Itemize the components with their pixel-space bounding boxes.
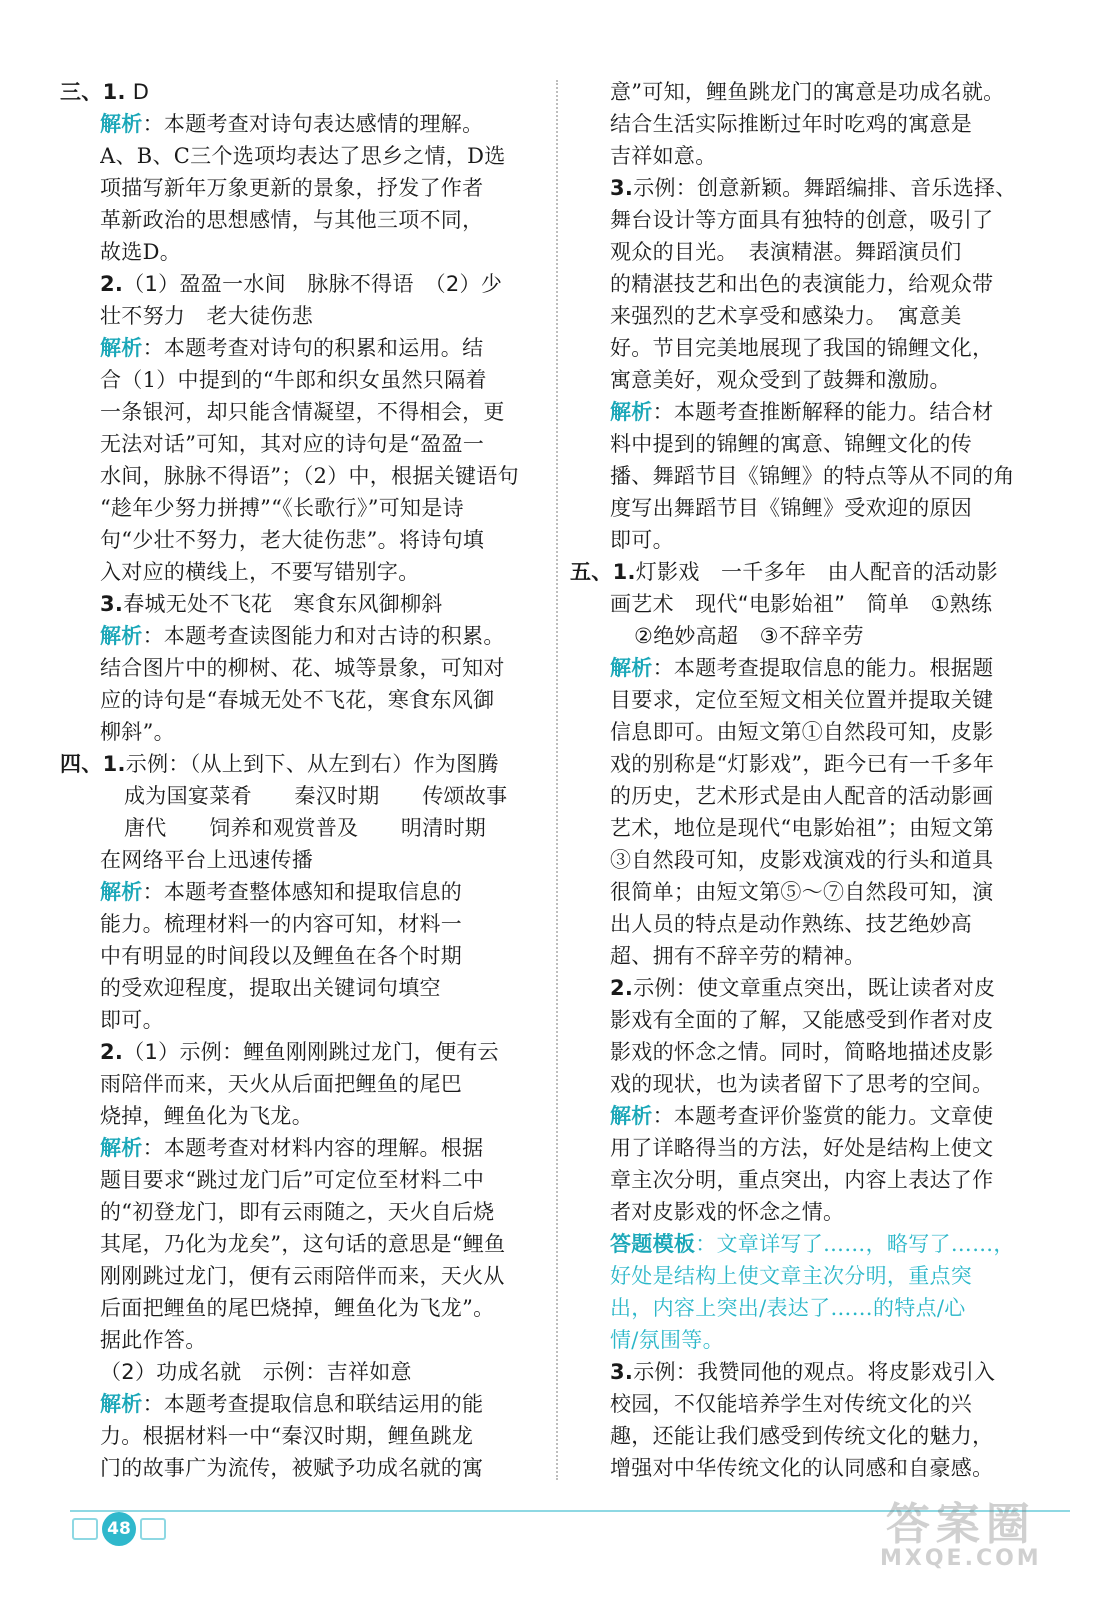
analysis-line	[100, 620, 532, 652]
text-line: 吉祥如意。	[610, 144, 717, 168]
template-label: 答题模板	[610, 1232, 696, 1256]
line-text: ：本题考查整体感知和提取信息的	[142, 880, 463, 904]
answer-line: 寓意美好，观众受到了鼓舞和激励。	[610, 368, 951, 392]
question-number: 2.	[610, 976, 634, 1000]
answer-text: 示例：创意新颖。舞蹈编排、音乐选择、	[633, 176, 1017, 200]
answer-template-line	[610, 1228, 1040, 1260]
watermark	[880, 1488, 1042, 1571]
text-line: 结合图片中的柳树、花、城等景象，可知对	[100, 656, 505, 680]
text-line: 戏的别称是“灯影戏”，距今已有一千多年	[610, 752, 995, 776]
question-line	[610, 972, 1040, 1004]
text-line: 能力。梳理材料一的内容可知，材料一	[100, 912, 463, 936]
left-column	[60, 76, 532, 1484]
question-number: 3.	[610, 1360, 634, 1384]
line-text: ：本题考查读图能力和对古诗的积累。	[142, 624, 505, 648]
text-line: 播、舞蹈节目《锦鲤》的特点等从不同的角	[610, 464, 1015, 488]
text-line: 者对皮影戏的怀念之情。	[610, 1200, 845, 1224]
question-number: 三、1.	[60, 80, 126, 104]
answer-line: 影戏的怀念之情。同时，简略地描述皮影	[610, 1040, 994, 1064]
answer-line: 画艺术 现代“电影始祖” 简单 ①熟练	[610, 592, 993, 616]
text-line: 力。根据材料一中“秦汉时期，鲤鱼跳龙	[100, 1424, 474, 1448]
answer-line: 来强烈的艺术享受和感染力。 寓意美	[610, 304, 962, 328]
answer-line: 在网络平台上迅速传播	[100, 848, 313, 872]
text-line: ③自然段可知，皮影戏演戏的行头和道具	[610, 848, 994, 872]
question-number: 2.	[100, 1040, 124, 1064]
line-text: ：本题考查对材料内容的理解。根据	[142, 1136, 484, 1160]
text-line: 项描写新年万象更新的景象，抒发了作者	[100, 176, 484, 200]
text-line: 的受欢迎程度，提取出关键词句填空	[100, 976, 441, 1000]
answer-text: 示例：我赞同他的观点。将皮影戏引入	[633, 1360, 996, 1384]
analysis-label: 解析	[100, 336, 143, 360]
text-line: 艺术，地位是现代“电影始祖”；由短文第	[610, 816, 995, 840]
analysis-line	[610, 396, 1040, 428]
answer-line: 戏的现状，也为读者留下了思考的空间。	[610, 1072, 994, 1096]
answer-line: 烧掉，鲤鱼化为飞龙。	[100, 1104, 313, 1128]
question-number: 五、1.	[570, 560, 636, 584]
text-line: 柳斜”。	[100, 720, 175, 744]
question-line	[100, 1036, 532, 1068]
text-line: 章主次分明，重点突出，内容上表达了作	[610, 1168, 994, 1192]
text-line: 无法对话”可知，其对应的诗句是“盈盈一	[100, 432, 485, 456]
question-line	[100, 268, 532, 300]
question-line	[60, 76, 532, 108]
analysis-line	[610, 652, 1040, 684]
line-text: ：本题考查评价鉴赏的能力。文章使	[652, 1104, 994, 1128]
answer-line: 好。节目完美地展现了我国的锦鲤文化，	[610, 336, 994, 360]
answer-line: 成为国宴菜肴 秦汉时期 传颂故事	[124, 784, 508, 808]
line-text: ：本题考查对诗句表达感情的理解。	[142, 112, 484, 136]
answer-line: 雨陪伴而来，天火从后面把鲤鱼的尾巴	[100, 1072, 463, 1096]
analysis-label: 解析	[100, 880, 143, 904]
text-line: A、B、C三个选项均表达了思乡之情，D选	[100, 144, 506, 168]
line-text: ：文章详写了……，略写了……，	[695, 1232, 1015, 1256]
analysis-line	[100, 876, 532, 908]
analysis-label: 解析	[100, 112, 143, 136]
answer-text: 灯影戏 一千多年 由人配音的活动影	[635, 560, 998, 584]
page-number-badge	[72, 1512, 166, 1546]
analysis-label: 解析	[100, 624, 143, 648]
answer-line: 增强对中华传统文化的认同感和自豪感。	[610, 1456, 994, 1480]
question-line	[570, 556, 1040, 588]
question-number: 3.	[610, 176, 634, 200]
right-column	[570, 76, 1040, 1484]
page-number: 48	[102, 1512, 136, 1546]
analysis-label: 解析	[610, 656, 653, 680]
answer-line: 的精湛技艺和出色的表演能力，给观众带	[610, 272, 994, 296]
column-divider	[556, 80, 558, 1480]
text-line: 入对应的横线上，不要写错别字。	[100, 560, 420, 584]
text-line: 料中提到的锦鲤的寓意、锦鲤文化的传	[610, 432, 973, 456]
line-text: ：本题考查推断解释的能力。结合材	[652, 400, 994, 424]
text-line: 应的诗句是“春城无处不飞花，寒食东风御	[100, 688, 495, 712]
question-number: 四、1.	[60, 752, 126, 776]
question-line	[100, 588, 532, 620]
answer-line: 趣，还能让我们感受到传统文化的魅力，	[610, 1424, 994, 1448]
answer-text: 示例：（从上到下、从左到右）作为图腾	[125, 752, 499, 776]
template-line: 情/氛围等。	[610, 1328, 724, 1352]
text-line: 刚刚跳过龙门，便有云雨陪伴而来，天火从	[100, 1264, 505, 1288]
answer-text: （1）盈盈一水间 脉脉不得语 （2）少	[123, 272, 503, 296]
answer-line: 舞台设计等方面具有独特的创意，吸引了	[610, 208, 994, 232]
analysis-label: 解析	[610, 1104, 653, 1128]
line-text: ：本题考查提取信息和联结运用的能	[142, 1392, 484, 1416]
answer-text: 春城无处不飞花 寒食东风御柳斜	[123, 592, 443, 616]
text-line: 即可。	[610, 528, 674, 552]
answer-text: （1）示例：鲤鱼刚刚跳过龙门，便有云	[123, 1040, 499, 1064]
text-line: 据此作答。	[100, 1328, 207, 1352]
text-line: 结合生活实际推断过年时吃鸡的寓意是	[610, 112, 973, 136]
text-line: 故选D。	[100, 240, 182, 264]
text-line: 的“初登龙门，即有云雨随之，天火自后烧	[100, 1200, 495, 1224]
line-text: ：本题考查对诗句的积累和运用。结	[142, 336, 484, 360]
analysis-label: 解析	[100, 1136, 143, 1160]
text-line: 信息即可。由短文第①自然段可知，皮影	[610, 720, 994, 744]
analysis-line	[100, 108, 532, 140]
answer-line: 壮不努力 老大徒伤悲	[100, 304, 313, 328]
page-tab-left-icon	[72, 1518, 98, 1540]
text-line: 其尾，乃化为龙矣”，这句话的意思是“鲤鱼	[100, 1232, 506, 1256]
answer-line: 唐代 饲养和观赏普及 明清时期	[124, 816, 487, 840]
text-line: 意”可知，鲤鱼跳龙门的寓意是功成名就。	[610, 80, 1005, 104]
answer-line: 影戏有全面的了解，又能感受到作者对皮	[610, 1008, 994, 1032]
analysis-line	[100, 1388, 532, 1420]
answer-line: ②绝妙高超 ③不辞辛劳	[634, 624, 864, 648]
question-number: 3.	[100, 592, 124, 616]
analysis-label: 解析	[610, 400, 653, 424]
text-line: 水间，脉脉不得语”；（2）中，根据关键语句	[100, 464, 519, 488]
text-line: 度写出舞蹈节目《锦鲤》受欢迎的原因	[610, 496, 973, 520]
text-line: 即可。	[100, 1008, 164, 1032]
line-text: ：本题考查提取信息的能力。根据题	[652, 656, 994, 680]
text-line: 目要求，定位至短文相关位置并提取关键	[610, 688, 994, 712]
answer-text: 示例：使文章重点突出，既让读者对皮	[633, 976, 996, 1000]
question-number: 2.	[100, 272, 124, 296]
text-line: 出人员的特点是动作熟练、技艺绝妙高	[610, 912, 973, 936]
question-line	[610, 1356, 1040, 1388]
analysis-line	[100, 332, 532, 364]
text-line: 中有明显的时间段以及鲤鱼在各个时期	[100, 944, 463, 968]
answer-text: D	[125, 80, 150, 104]
text-line: 用了详略得当的方法，好处是结构上使文	[610, 1136, 994, 1160]
question-line	[610, 172, 1040, 204]
text-line: 后面把鲤鱼的尾巴烧掉，鲤鱼化为飞龙”。	[100, 1296, 495, 1320]
text-line: 合（1）中提到的“牛郎和织女虽然只隔着	[100, 368, 487, 392]
text-line: 的历史，艺术形式是由人配音的活动影画	[610, 784, 994, 808]
question-line	[60, 748, 532, 780]
text-line: 题目要求“跳过龙门后”可定位至材料二中	[100, 1168, 485, 1192]
text-line: 超、拥有不辞辛劳的精神。	[610, 944, 866, 968]
text-line: 句“少壮不努力，老大徒伤悲”。将诗句填	[100, 528, 485, 552]
analysis-line	[100, 1132, 532, 1164]
watermark-main: 答案圈	[885, 1499, 1036, 1550]
analysis-label: 解析	[100, 1392, 143, 1416]
text-line: “趁年少努力拼搏”“《长歌行》”可知是诗	[100, 496, 464, 520]
text-line: 门的故事广为流传，被赋予功成名就的寓	[100, 1456, 484, 1480]
template-line: 好处是结构上使文章主次分明，重点突	[610, 1264, 973, 1288]
page-tab-right-icon	[140, 1518, 166, 1540]
answer-line: （2）功成名就 示例：吉祥如意	[100, 1360, 412, 1384]
answer-line: 观众的目光。 表演精湛。舞蹈演员们	[610, 240, 962, 264]
text-line: 很简单；由短文第⑤～⑦自然段可知，演	[610, 880, 994, 904]
analysis-line	[610, 1100, 1040, 1132]
template-line: 出，内容上突出/表达了……的特点/心	[610, 1296, 966, 1320]
text-line: 革新政治的思想感情，与其他三项不同，	[100, 208, 484, 232]
text-line: 一条银河，却只能含情凝望，不得相会，更	[100, 400, 505, 424]
watermark-url: MXQE.COM	[880, 1546, 1042, 1571]
answer-line: 校园，不仅能培养学生对传统文化的兴	[610, 1392, 973, 1416]
